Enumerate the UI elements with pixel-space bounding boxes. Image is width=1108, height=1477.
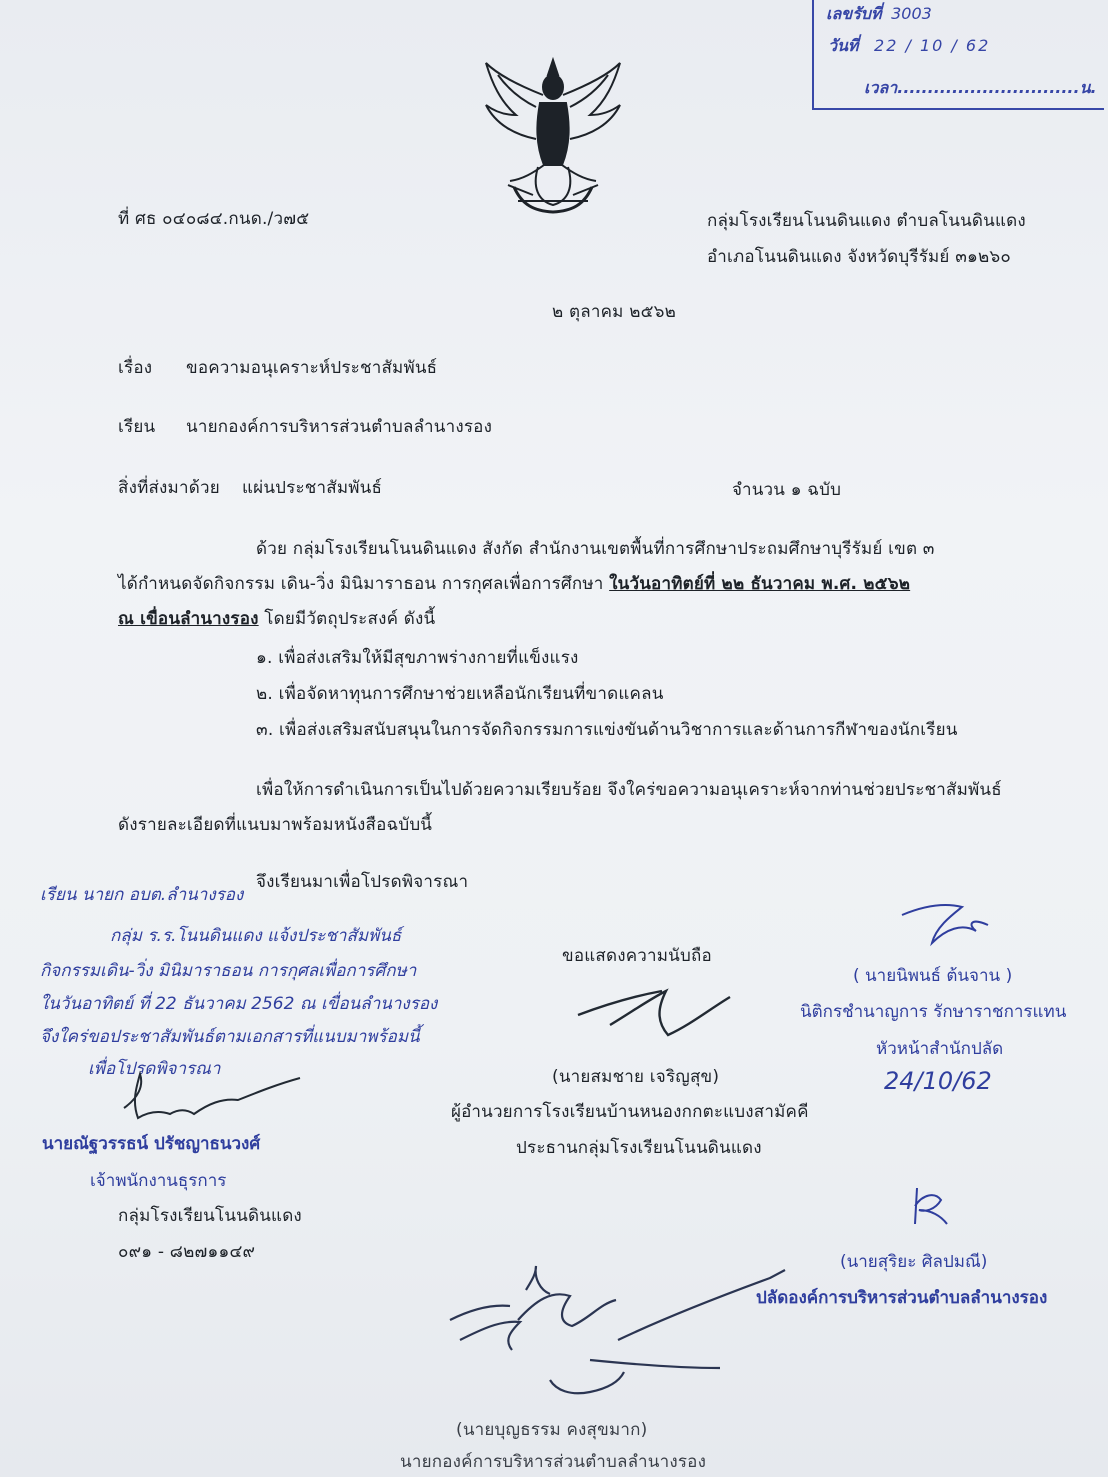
signer-name: (นายสมชาย เจริญสุข) bbox=[552, 1067, 720, 1087]
sender-address-line2: อำเภอโนนดินแดง จังหวัดบุรีรัมย์ ๓๑๒๖๐ bbox=[707, 247, 1011, 267]
stamp-time: เวลา..............................น. bbox=[864, 78, 1097, 97]
handwritten-note-line: เพื่อโปรดพิจารณา bbox=[88, 1059, 221, 1079]
enclosure-text: แผ่นประชาสัมพันธ์ bbox=[242, 478, 383, 498]
objective-item: ๓. เพื่อส่งเสริมสนับสนุนในการจัดกิจกรรมการแข่งขันด้านวิชาการและด้านการกีฬาของนักเรียน bbox=[256, 720, 958, 740]
event-date-underlined: ในวันอาทิตย์ที่ ๒๒ ธันวาคม พ.ศ. ๒๕๖๒ bbox=[609, 574, 911, 594]
legal-officer-signature bbox=[896, 895, 996, 955]
event-venue-underlined: ณ เขื่อนลำนางรอง bbox=[118, 609, 259, 629]
paragraph1-line2 bbox=[118, 570, 910, 597]
office-name: กลุ่มโรงเรียนโนนดินแดง bbox=[118, 1206, 302, 1226]
clerk-name: (นายสุริยะ ศิลปมณี) bbox=[840, 1252, 988, 1272]
reference-number: ที่ ศธ ๐๔๐๘๔.กนด./ว๗๕ bbox=[118, 209, 310, 229]
legal-officer-date: 24/10/62 bbox=[884, 1067, 992, 1095]
paragraph2-line2: ดังรายละเอียดที่แนบมาพร้อมหนังสือฉบับนี้ bbox=[118, 815, 433, 835]
letter-date: ๒ ตุลาคม ๒๕๖๒ bbox=[552, 302, 677, 322]
paragraph1-line3 bbox=[118, 605, 435, 632]
staff-title: เจ้าพนักงานธุรการ bbox=[90, 1171, 227, 1191]
signer-title: ผู้อำนวยการโรงเรียนบ้านหนองกกตะแบงสามัคคี bbox=[451, 1102, 809, 1122]
staff-name: นายณัฐวรรธน์ ปรัชญาธนวงศ์ bbox=[42, 1134, 261, 1154]
clerk-signature bbox=[905, 1180, 955, 1230]
legal-officer-role: หัวหน้าสำนักปลัด bbox=[876, 1039, 1004, 1059]
paragraph1-line3-text: โดยมีวัตถุประสงค์ ดังนี้ bbox=[258, 609, 436, 629]
director-signature bbox=[570, 985, 750, 1045]
handwritten-note-line: ในวันอาทิตย์ ที่ 22 ธันวาคม 2562 ณ เขื่อนลำนางรอง bbox=[40, 994, 438, 1014]
staff-signature bbox=[118, 1068, 308, 1128]
objective-item: ๑. เพื่อส่งเสริมให้มีสุขภาพร่างกายที่แข็งแรง bbox=[256, 648, 579, 668]
closing-text: จึงเรียนมาเพื่อโปรดพิจารณา bbox=[256, 872, 469, 892]
recipient-label: เรียน bbox=[118, 417, 156, 437]
receipt-number: 3003 bbox=[891, 4, 932, 23]
stamp-date-value: 22 / 10 / 62 bbox=[874, 36, 991, 55]
recipient-text: นายกองค์การบริหารส่วนตำบลลำนางรอง bbox=[186, 417, 493, 437]
received-stamp bbox=[812, 0, 1104, 110]
handwritten-note-line: เรียน นายก อบต.ลำนางรอง bbox=[40, 885, 244, 905]
handwritten-note-line: กิจกรรมเดิน-วิ่ง มินิมาราธอน การกุศลเพื่อการศึกษา bbox=[40, 961, 417, 981]
legal-officer-title: นิติกรชำนาญการ รักษาราชการแทน bbox=[800, 1002, 1067, 1022]
regards-text: ขอแสดงความนับถือ bbox=[562, 946, 712, 966]
paragraph1-line1: ด้วย กลุ่มโรงเรียนโนนดินแดง สังกัด สำนักงานเขตพื้นที่การศึกษาประถมศึกษาบุรีรัมย์ เขต ๓ bbox=[256, 539, 935, 559]
office-phone: ๐๙๑ - ๘๒๗๑๑๔๙ bbox=[118, 1242, 256, 1262]
signer-group-title: ประธานกลุ่มโรงเรียนโนนดินแดง bbox=[516, 1138, 762, 1158]
garuda-emblem bbox=[478, 55, 628, 215]
receipt-label: เลขรับที่ bbox=[826, 4, 882, 23]
mayor-signature bbox=[440, 1260, 820, 1410]
paragraph1-line2-text: ได้กำหนดจัดกิจกรรม เดิน-วิ่ง มินิมาราธอน การกุศลเพื่อการศึกษา bbox=[118, 574, 610, 594]
mayor-name: (นายบุญธรรม คงสุขมาก) bbox=[456, 1420, 648, 1440]
stamp-date-label: วันที่ bbox=[828, 36, 859, 55]
handwritten-note-line: กลุ่ม ร.ร.โนนดินแดง แจ้งประชาสัมพันธ์ bbox=[110, 926, 402, 946]
enclosure-label: สิ่งที่ส่งมาด้วย bbox=[118, 478, 220, 498]
handwritten-note-line: จึงใคร่ขอประชาสัมพันธ์ตามเอกสารที่แนบมาพร้อมนี้ bbox=[40, 1027, 420, 1047]
subject-text: ขอความอนุเคราะห์ประชาสัมพันธ์ bbox=[186, 358, 438, 378]
legal-officer-name: ( นายนิพนธ์ ต้นจาน ) bbox=[853, 966, 1013, 986]
objective-item: ๒. เพื่อจัดหาทุนการศึกษาช่วยเหลือนักเรียนที่ขาดแคลน bbox=[256, 684, 664, 704]
mayor-title: นายกองค์การบริหารส่วนตำบลลำนางรอง bbox=[400, 1452, 707, 1472]
paragraph2-line1: เพื่อให้การดำเนินการเป็นไปด้วยความเรียบร้อย จึงใคร่ขอความอนุเคราะห์จากท่านช่วยประชาสัมพันธ์ bbox=[256, 780, 1002, 800]
clerk-title: ปลัดองค์การบริหารส่วนตำบลลำนางรอง bbox=[756, 1288, 1048, 1308]
enclosure-quantity: จำนวน ๑ ฉบับ bbox=[732, 480, 842, 500]
subject-label: เรื่อง bbox=[118, 358, 153, 378]
sender-address-line1: กลุ่มโรงเรียนโนนดินแดง ตำบลโนนดินแดง bbox=[707, 211, 1026, 231]
